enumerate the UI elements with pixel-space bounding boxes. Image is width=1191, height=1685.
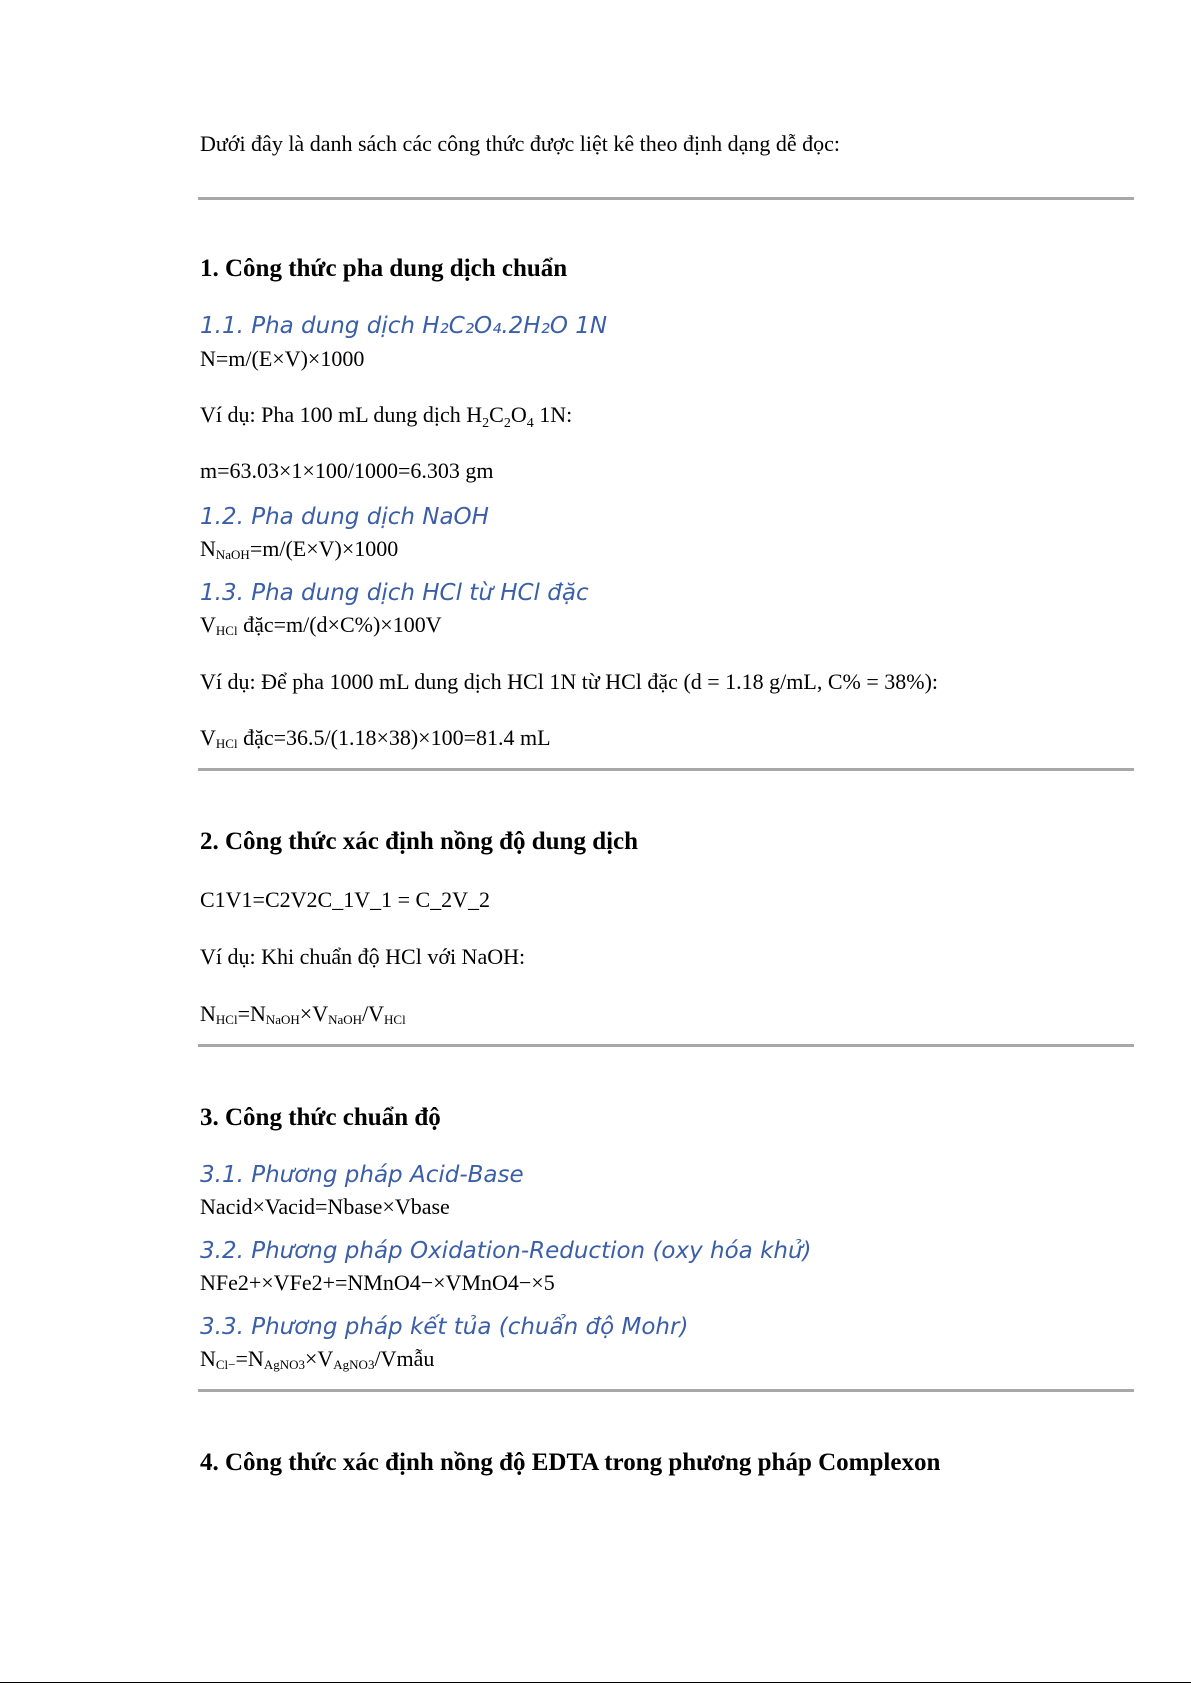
formula-text: đặc=36.5/(1.18×38)×100=81.4 mL [237,725,551,750]
example-text: Ví dụ: Pha 100 mL dung dịch H [200,402,483,427]
subscript: AgNO3 [333,1357,375,1372]
section-1-heading: 1. Công thức pha dung dịch chuẩn [200,255,568,282]
divider [198,768,1134,771]
formula-text: =m/(E×V)×1000 [249,536,399,561]
section-4-heading: 4. Công thức xác định nồng độ EDTA trong phương pháp Complexon [200,1449,941,1476]
section-2-example: Ví dụ: Khi chuẩn độ HCl với NaOH: [200,944,526,969]
section-1-1-heading: 1.1. Pha dung dịch H₂C₂O₄.2H₂O 1N [200,313,608,339]
example-text: C [489,402,504,427]
section-3-2-formula: NFe2+×VFe2+=NMnO4−×VMnO4−×5 [200,1270,555,1295]
section-1-2-formula [200,535,398,569]
section-3-3-formula [200,1345,434,1379]
subscript: NaOH [265,1012,300,1027]
divider [198,197,1134,200]
formula-text: đặc=m/(d×C%)×100V [237,612,442,637]
subscript: AgNO3 [263,1357,305,1372]
divider [198,1389,1134,1392]
divider [198,1044,1134,1047]
formula-text: ×V [304,1346,334,1371]
formula-text: N [200,1001,216,1026]
section-1-3-example: Ví dụ: Để pha 1000 mL dung dịch HCl 1N từ HCl đặc (d = 1.18 g/mL, C% = 38%): [200,669,939,694]
subscript: Cl− [215,1357,236,1372]
example-text: 1N: [533,402,573,427]
section-3-2-heading: 3.2. Phương pháp Oxidation-Reduction (oxy hóa khử) [200,1238,812,1264]
section-1-1-example [200,401,572,438]
subscript: NaOH [328,1012,363,1027]
page-bottom-edge [0,1682,1191,1683]
subscript: NaOH [215,547,250,562]
section-1-2-heading: 1.2. Pha dung dịch NaOH [200,504,489,530]
subscript: HCl [215,623,238,638]
formula-text: =N [237,1001,266,1026]
formula-text: =N [235,1346,264,1371]
section-3-1-formula: Nacid×Vacid=Nbase×Vbase [200,1194,450,1219]
formula-text: ×V [299,1001,329,1026]
subscript: HCl [215,1012,238,1027]
section-1-3-formula [200,611,442,645]
subscript: 2 [503,416,511,431]
section-2-heading: 2. Công thức xác định nồng độ dung dịch [200,828,639,855]
formula-text: N [200,536,216,561]
section-3-3-heading: 3.3. Phương pháp kết tủa (chuẩn độ Mohr) [200,1314,689,1340]
section-2-formula: C1V1=C2V2C_1V_1 = C_2V_2 [200,887,491,912]
subscript: HCl [384,1012,406,1027]
subscript: 2 [482,416,490,431]
example-text: O [510,402,527,427]
subscript: HCl [215,736,238,751]
section-1-3-heading: 1.3. Pha dung dịch HCl từ HCl đặc [200,580,589,606]
section-3-heading: 3. Công thức chuẩn độ [200,1104,441,1131]
subscript: 4 [526,416,534,431]
section-2-calc [200,1000,406,1034]
formula-text: V [200,725,216,750]
formula-text: /V [362,1001,385,1026]
section-1-3-calc [200,724,551,758]
section-1-1-formula: N=m/(E×V)×1000 [200,346,365,371]
section-1-1-calc: m=63.03×1×100/1000=6.303 gm [200,458,494,483]
formula-text: N [200,1346,216,1371]
intro-text: Dưới đây là danh sách các công thức được liệt kê theo định dạng dễ đọc: [200,131,840,156]
formula-text: /Vmẫu [374,1346,435,1371]
section-3-1-heading: 3.1. Phương pháp Acid-Base [200,1162,524,1188]
formula-text: V [200,612,216,637]
